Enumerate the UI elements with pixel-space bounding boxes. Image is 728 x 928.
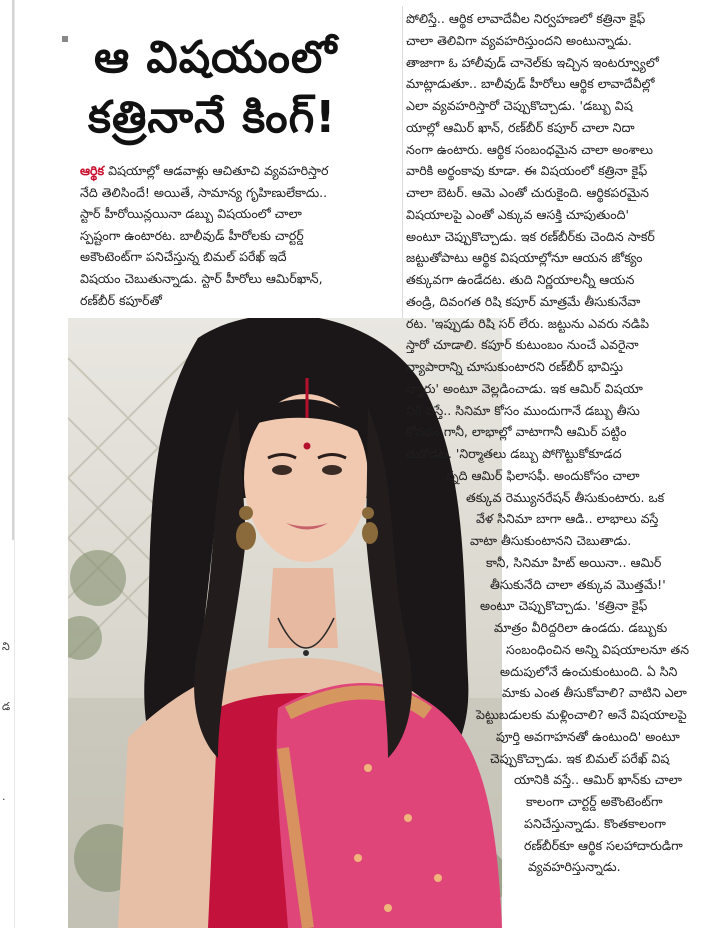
body-line: విషయాలపై ఎంతో ఎక్కువ ఆసక్తి చూపుతుంది': [406, 206, 629, 222]
body-line: పెట్టుబడులకు మళ్లించాలి? అనే విషయాలపై: [476, 707, 687, 722]
clipped-text-fragment: ని: [2, 640, 10, 653]
lead-line: విషయం చెబుతున్నాడు. స్టార్ హీరోలు ఆమిర్‌ఖాన్,: [80, 270, 323, 286]
article-lead: [80, 160, 400, 311]
body-line: పూర్తి అవగాహనతో ఉంటుంది' అంటూ: [496, 728, 680, 744]
body-line: చెప్పుకొచ్చాడు. ఇక బిమల్ పరేఖ్ విష: [490, 750, 670, 766]
body-line: స్తారో చూడాలి. కపూర్ కుటుంబం నుంచే ఎవరైనా: [406, 337, 639, 353]
body-line: నంగా ఉంటారు. ఆర్థిక సంబంధమైన చాలా అంశాలు: [406, 141, 654, 157]
body-line: కోవడం గానీ, లాభాల్లో వాటాగానీ ఆమిర్ పట్టిం: [406, 424, 627, 440]
body-line: చాలా బెటర్. ఆమె ఎంతో చురుకైంది. ఆర్థికపరమైన: [406, 185, 650, 200]
body-line: మాట్లాడుతూ.. బాలీవుడ్ హీరోలు ఆర్థిక లావాదేవీల్లో: [406, 76, 655, 92]
headline-line-2: కత్రినానే కింగ్!: [88, 92, 337, 143]
lead-line: నేది తెలిసిందే! అయితే, సామాన్య గృహిణులేకాదు..: [80, 184, 328, 200]
body-line: యాల్లో ఆమిర్ ఖాన్, రణ్‌బీర్ కపూర్ చాలా నిదా: [406, 119, 635, 135]
lead-line: స్పష్టంగా ఉంటారట. బాలీవుడ్ హీరోలకు చార్టర్డ్: [80, 227, 304, 243]
clipped-text-fragment: .: [2, 790, 6, 803]
lead-kicker: ఆర్థిక: [80, 163, 105, 178]
article-right-column: [406, 8, 724, 923]
lead-first-line-text: విషయాల్లో ఆడవాళ్లు ఆచితూచి వ్యవహరిస్తార: [104, 163, 329, 178]
body-line: రణ్‌బీర్‌కూ ఆర్థిక సలహాదారుడిగా: [524, 837, 683, 853]
lead-line: స్టార్ హీరోయిన్లయినా డబ్బు విషయంలో చాలా: [80, 206, 302, 222]
body-line: చాలా తెలివిగా వ్యవహరిస్తుందని అంటున్నాడు.: [406, 32, 632, 48]
body-line: న్నారు' అంటూ వెల్లడించాడు. ఇక ఆమిర్ విషయా: [406, 380, 643, 396]
body-line: అంటూ చెప్పుకొచ్చాడు. 'కత్రినా కైఫ్: [480, 598, 648, 614]
headline-line-1: ఆ విషయంలో: [94, 32, 338, 83]
column-divider: [402, 6, 403, 318]
body-line: నికి వస్తే.. సినిమా కోసం ముందుగానే డబ్బు తీసు: [406, 402, 640, 418]
lead-first-line: [80, 160, 400, 182]
headline-marker: [62, 36, 68, 42]
body-line: అంటూ చెప్పుకొచ్చాడు. ఇక రణ్‌బీర్‌కు చెందిన సాకర్: [406, 228, 655, 244]
body-line: వ్యాపారాన్ని చూసుకుంటారని రణ్‌బీర్ భావిస్తు: [406, 359, 623, 374]
body-line: చుకోడట. 'నిర్మాతలు డబ్బు పోగొట్టుకోకూడద: [406, 446, 622, 461]
body-line: పనిచేస్తున్నాడు. కొంతకాలంగా: [524, 815, 666, 831]
lead-line: అకౌంటెంట్‌గా పనిచేస్తున్న బిమల్ పరేఖ్ ఇదే: [80, 249, 287, 265]
body-line: తీసుకునేది చాలా తక్కువ మొత్తమే!': [490, 576, 666, 592]
body-line: జట్టుతోపాటు ఆర్థిక విషయాల్లోనూ ఆయన జోక్యం: [406, 250, 643, 266]
body-line: న్నది ఆమిర్ ఫిలాసఫీ. అందుకోసం చాలా: [446, 467, 640, 483]
body-line: వారికి అర్థంకావు కూడా. ఈ విషయంలో కత్రినా కైఫ్: [406, 163, 648, 179]
column-rule: [12, 0, 14, 540]
body-line: తాజాగా ఓ హాలీవుడ్ చానెల్‌కు ఇచ్చిన ఇంటర్వ్యూలో: [406, 54, 659, 70]
body-line: మాకు ఎంత తీసుకోవాలి? వాటిని ఎలా: [502, 685, 687, 701]
body-line: తక్కువ రెమ్యునరేషన్ తీసుకుంటారు. ఒక: [466, 489, 665, 505]
body-line: ఎలా వ్యవహరిస్తారో చెప్పుకొచ్చాడు. 'డబ్బు విష: [406, 98, 633, 113]
body-line: తక్కువగా ఉండేదట. తుది నిర్ణయాలన్నీ ఆయన: [406, 272, 635, 287]
body-line: వేళ సినిమా బాగా ఆడి.. లాభాలు వస్తే: [476, 511, 659, 527]
article-headline: [64, 28, 404, 148]
lead-line: రణ్‌బీర్ కపూర్‌తో: [80, 292, 162, 308]
body-line: పోలిస్తే.. ఆర్థిక లావాదేవీల నిర్వహణలో కత్రినా కైఫ్: [406, 11, 646, 26]
previous-column-strip: [0, 0, 15, 928]
bindi: [304, 443, 311, 450]
body-line: కాలంగా చార్టర్డ్ అకౌంటెంట్‌గా: [526, 794, 663, 809]
body-line: కానీ, సినిమా హిట్ అయినా.. ఆమిర్: [486, 554, 662, 570]
body-line: యానికి వస్తే.. ఆమిర్ ఖాన్‌కు చాలా: [514, 772, 682, 788]
body-line: సంబంధించిన అన్ని విషయాలనూ తన: [506, 641, 690, 657]
body-line: మాత్రం వీరిద్దరిలా ఉండదు. డబ్బుకు: [494, 620, 668, 635]
body-line: వాటా తీసుకుంటానని చెబుతాడు.: [470, 533, 632, 548]
body-line: అదుపులోనే ఉంచుకుంటుంది. ఏ సిని: [500, 663, 678, 679]
body-line: రట. 'ఇప్పుడు రిషి సర్ లేరు. జట్టును ఎవరు నడిపి: [406, 315, 650, 331]
clipped-text-fragment: డ: [2, 700, 11, 713]
body-line: వ్యవహరిస్తున్నాడు.: [528, 859, 621, 875]
body-line: తండ్రి, దివంగత రిషి కపూర్ మాత్రమే తీసుకునేవా: [406, 293, 641, 309]
